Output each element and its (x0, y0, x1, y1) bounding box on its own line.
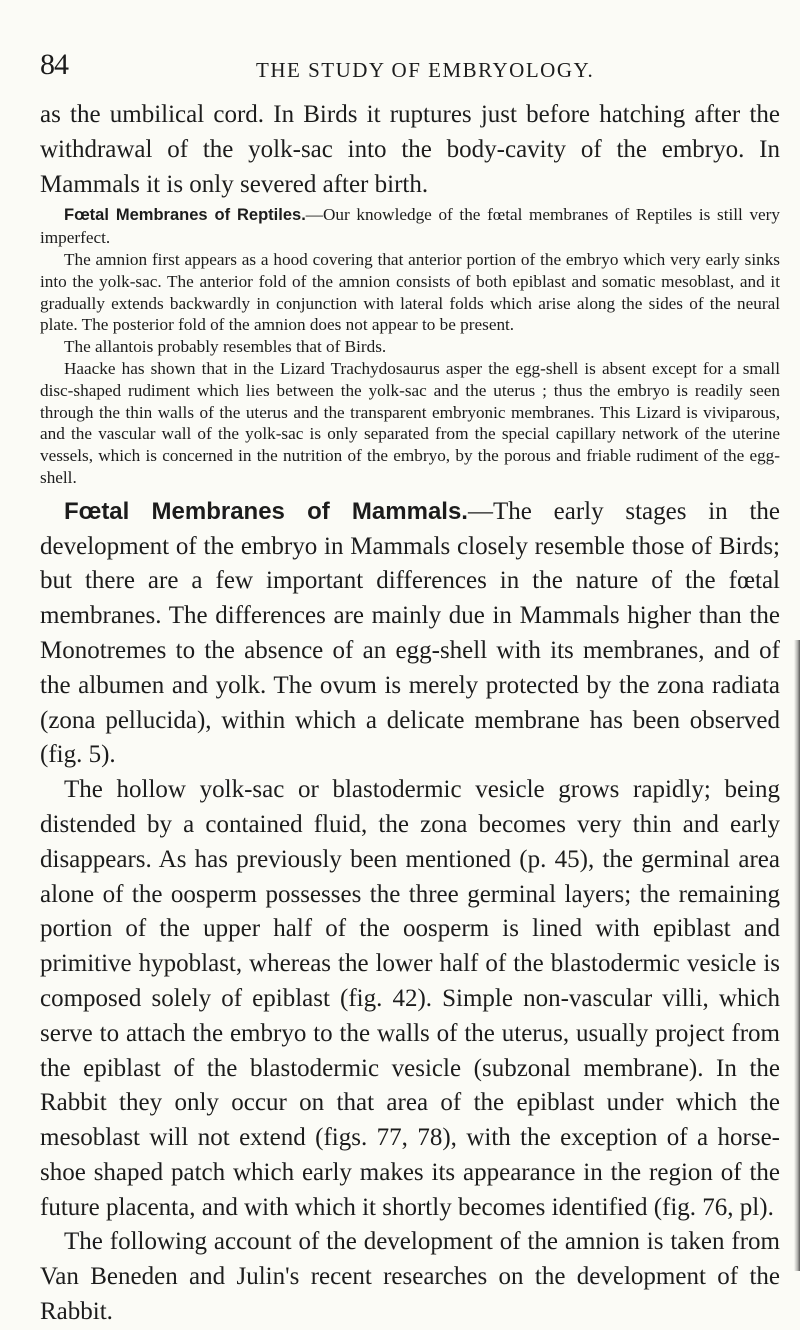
page-body (40, 98, 780, 1330)
section-heading-mammals: Fœtal Membranes of Mammals. (64, 497, 468, 525)
page-header (40, 48, 800, 88)
paragraph-amnion-rabbit: The following account of the development of the amnion is taken from Van Beneden and Julin's recent researches on the development of the Rabbit. (40, 1228, 780, 1326)
paragraph-blastodermic-vesicle: The hollow yolk-sac or blastodermic vesicle grows rapidly; being distended by a contained fluid, the zona becomes very thin and early disappears. As has previously been mentioned (p. 45), the germinal area alone of the oosperm possesses the three germinal layers; the remaining portion of the upper half of the oosperm is lined with epiblast and primitive hypoblast, whereas the lower half of the blastodermic vesicle is composed solely of epiblast (fig. 42). Simple non-vascular villi, which serve to attach the embryo to the walls of the uterus, usually project from the epiblast of the blastodermic vesicle (subzonal membrane). In the Rabbit they only occur on that area of the epiblast under which the mesoblast will not extend (figs. 77, 78), with the exception of a horse-shoe shaped patch which early makes its appearance in the region of the future placenta, and with which it shortly becomes identified (fig. 76, pl). (40, 776, 780, 1221)
paragraph-allantois: The allantois probably resembles that of Birds. (64, 337, 387, 357)
mammals-intro-text: —The early stages in the development of the embryo in Mammals closely resemble those of Birds; but there are a few important differences in the nature of the fœtal membranes. The differences are mainly due in Mammals higher than the Monotremes to the absence of an egg-shell with its membranes, and of the albumen and yolk. The ovum is merely protected by the zona radiata (zona pellucida), within which a delicate membrane has been observed (fig. 5). (40, 497, 780, 769)
page-number: 84 (40, 48, 68, 81)
paragraph-haacke-lizard: Haacke has shown that in the Lizard Trachydosaurus asper the egg-shell is absent except for a small disc-shaped rudiment which lies between the yolk-sac and the uterus ; thus the embryo is readily seen through the thin walls of the uterus and the transparent embryonic membranes. This Lizard is viviparous, and the vascular wall of the yolk-sac is only separated from the special capillary network of the uterine vessels, which is concerned in the nutrition of the embryo, by the porous and friable rudiment of the egg-shell. (40, 358, 780, 487)
paragraph-umbilical-cord: as the umbilical cord. In Birds it ruptures just before hatching after the withdrawal of the yolk-sac into the body-cavity of the embryo. In Mammals it is only severed after birth. (40, 101, 780, 198)
small-print-section-reptiles (40, 204, 780, 488)
page-edge-shadow (794, 640, 800, 1271)
paragraph-amnion-reptiles: The amnion first appears as a hood covering that anterior portion of the embryo which very early sinks into the yolk-sac. The anterior fold of the amnion consists of both epiblast and somatic mesoblast, and it gradually extends backwardly in conjunction with lateral folds which arise along the sides of the neural plate. The posterior fold of the amnion does not appear to be present. (40, 249, 780, 335)
running-head: THE STUDY OF EMBRYOLOGY. (256, 58, 595, 82)
paragraph-mammals (40, 495, 780, 773)
section-heading-reptiles: Fœtal Membranes of Reptiles. (64, 206, 306, 225)
reptiles-intro-text: —Our knowledge of the fœtal membranes of Reptiles is still very imperfect. (40, 205, 780, 248)
paragraph-reptiles-intro (40, 204, 780, 249)
